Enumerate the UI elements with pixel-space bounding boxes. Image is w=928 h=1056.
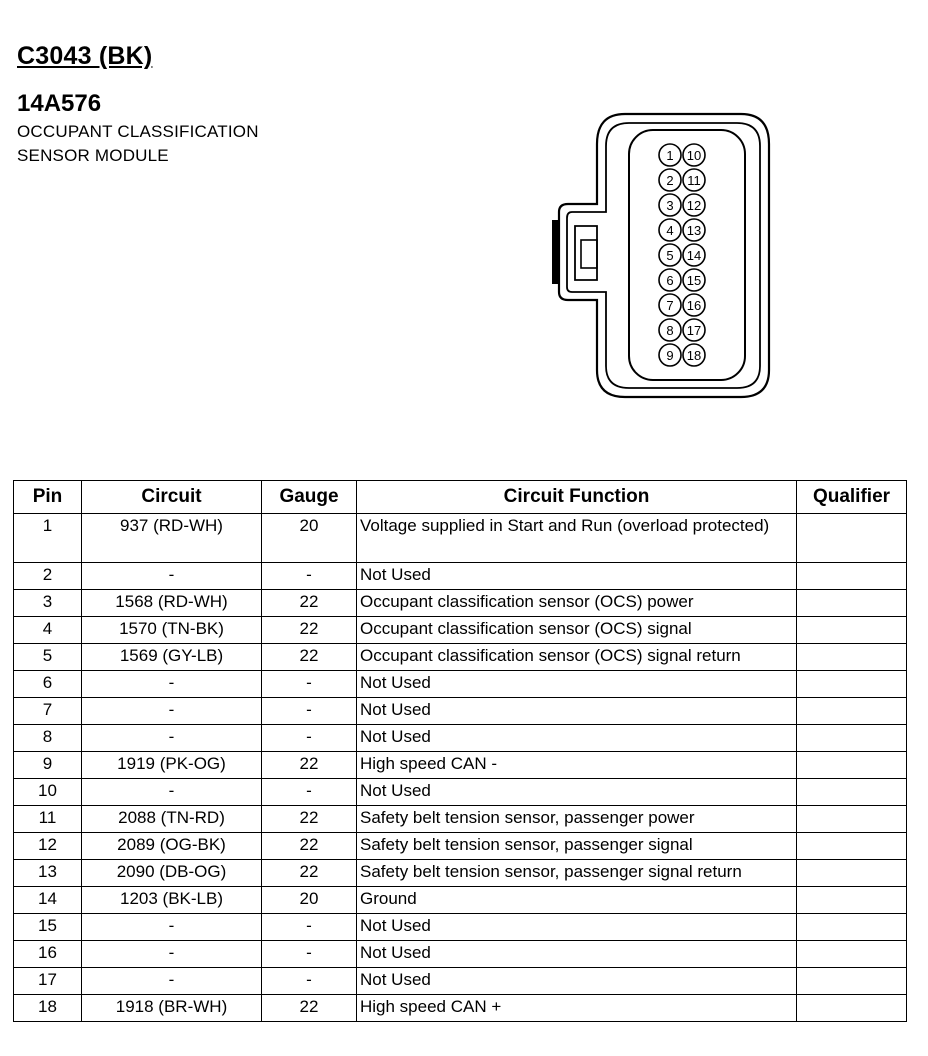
pinout-table-body (14, 514, 907, 1022)
gauge-cell: 22 (262, 590, 357, 617)
qualifier-cell (797, 968, 907, 995)
table-row (14, 833, 907, 860)
pin-cell: 4 (14, 617, 82, 644)
circuit-cell: 2089 (OG-BK) (82, 833, 262, 860)
qualifier-cell (797, 806, 907, 833)
table-row (14, 514, 907, 563)
pin-number-label: 13 (686, 223, 702, 238)
qualifier-cell (797, 860, 907, 887)
gauge-cell: - (262, 941, 357, 968)
circuit-function-cell: Occupant classification sensor (OCS) signal (357, 617, 797, 644)
pin-cell: 7 (14, 698, 82, 725)
table-row (14, 779, 907, 806)
module-description-line1: OCCUPANT CLASSIFICATION (17, 122, 259, 141)
table-row (14, 941, 907, 968)
pin-number-label: 15 (686, 273, 702, 288)
pin-number-label: 18 (686, 348, 702, 363)
header-circuit: Circuit (82, 481, 262, 514)
circuit-function-cell: Not Used (357, 941, 797, 968)
circuit-cell: - (82, 725, 262, 752)
gauge-cell: 22 (262, 617, 357, 644)
header-circuit-function: Circuit Function (357, 481, 797, 514)
pin-cell: 13 (14, 860, 82, 887)
circuit-cell: 1918 (BR-WH) (82, 995, 262, 1022)
circuit-function-cell: Safety belt tension sensor, passenger signal (357, 833, 797, 860)
pin-cell: 2 (14, 563, 82, 590)
qualifier-cell (797, 833, 907, 860)
header-qualifier: Qualifier (797, 481, 907, 514)
qualifier-cell (797, 671, 907, 698)
gauge-cell: - (262, 779, 357, 806)
table-row (14, 725, 907, 752)
pin-number-label: 6 (666, 273, 674, 288)
circuit-cell: - (82, 698, 262, 725)
qualifier-cell (797, 698, 907, 725)
pin-cell: 18 (14, 995, 82, 1022)
circuit-cell: - (82, 779, 262, 806)
pin-number-label: 3 (666, 198, 674, 213)
circuit-cell: 1203 (BK-LB) (82, 887, 262, 914)
pin-grid (659, 144, 705, 366)
pin-number-label: 5 (666, 248, 674, 263)
circuit-function-cell: Not Used (357, 698, 797, 725)
circuit-cell: - (82, 914, 262, 941)
pin-number-label: 17 (686, 323, 702, 338)
circuit-function-cell: Not Used (357, 968, 797, 995)
pin-number-label: 16 (686, 298, 702, 313)
gauge-cell: - (262, 563, 357, 590)
table-row (14, 671, 907, 698)
table-row (14, 752, 907, 779)
circuit-function-cell: Safety belt tension sensor, passenger signal return (357, 860, 797, 887)
qualifier-cell (797, 590, 907, 617)
circuit-function-cell: Voltage supplied in Start and Run (overload protected) (357, 514, 797, 563)
module-description-line2: SENSOR MODULE (17, 146, 169, 165)
pin-cell: 8 (14, 725, 82, 752)
table-row (14, 914, 907, 941)
table-row (14, 698, 907, 725)
circuit-function-cell: Not Used (357, 671, 797, 698)
circuit-cell: 937 (RD-WH) (82, 514, 262, 563)
qualifier-cell (797, 887, 907, 914)
pin-number-label: 8 (666, 323, 674, 338)
circuit-function-cell: Occupant classification sensor (OCS) power (357, 590, 797, 617)
circuit-cell: - (82, 563, 262, 590)
circuit-cell: 1919 (PK-OG) (82, 752, 262, 779)
gauge-cell: - (262, 725, 357, 752)
circuit-function-cell: Not Used (357, 779, 797, 806)
pin-number-label: 14 (686, 248, 702, 263)
pin-number-label: 1 (666, 148, 674, 163)
pin-cell: 16 (14, 941, 82, 968)
table-row (14, 887, 907, 914)
pin-number-label: 11 (687, 173, 701, 188)
circuit-function-cell: Ground (357, 887, 797, 914)
header-pin: Pin (14, 481, 82, 514)
circuit-function-cell: Safety belt tension sensor, passenger power (357, 806, 797, 833)
table-row (14, 995, 907, 1022)
circuit-function-cell: High speed CAN - (357, 752, 797, 779)
latch-slot (581, 240, 597, 268)
table-row (14, 617, 907, 644)
connector-face-diagram (545, 108, 775, 403)
pin-cell: 12 (14, 833, 82, 860)
pin-number-label: 12 (686, 198, 702, 213)
pin-number-label: 4 (666, 223, 674, 238)
pin-number-label: 10 (686, 148, 702, 163)
pin-cell: 1 (14, 514, 82, 563)
pin-cell: 11 (14, 806, 82, 833)
pin-number-label: 2 (666, 173, 674, 188)
gauge-cell: 22 (262, 752, 357, 779)
circuit-cell: 1568 (RD-WH) (82, 590, 262, 617)
table-row (14, 590, 907, 617)
pin-cell: 14 (14, 887, 82, 914)
qualifier-cell (797, 563, 907, 590)
pin-cell: 10 (14, 779, 82, 806)
table-header-row (14, 481, 907, 514)
gauge-cell: - (262, 671, 357, 698)
connector-id-title: C3043 (BK) (17, 42, 153, 70)
table-row (14, 644, 907, 671)
qualifier-cell (797, 752, 907, 779)
circuit-function-cell: Not Used (357, 563, 797, 590)
pin-cell: 6 (14, 671, 82, 698)
circuit-cell: - (82, 968, 262, 995)
gauge-cell: - (262, 914, 357, 941)
gauge-cell: - (262, 968, 357, 995)
gauge-cell: 22 (262, 860, 357, 887)
circuit-function-cell: Not Used (357, 914, 797, 941)
gauge-cell: 22 (262, 833, 357, 860)
gauge-cell: 20 (262, 514, 357, 563)
circuit-function-cell: Occupant classification sensor (OCS) signal return (357, 644, 797, 671)
qualifier-cell (797, 941, 907, 968)
gauge-cell: 20 (262, 887, 357, 914)
gauge-cell: 22 (262, 806, 357, 833)
qualifier-cell (797, 644, 907, 671)
pin-cell: 17 (14, 968, 82, 995)
gauge-cell: 22 (262, 644, 357, 671)
pin-cell: 5 (14, 644, 82, 671)
pin-cell: 3 (14, 590, 82, 617)
pin-number-label: 7 (666, 298, 674, 313)
pin-cell: 9 (14, 752, 82, 779)
pin-number-label: 9 (666, 348, 674, 363)
latch-body (575, 226, 597, 280)
gauge-cell: 22 (262, 995, 357, 1022)
circuit-cell: 2090 (DB-OG) (82, 860, 262, 887)
circuit-cell: 1569 (GY-LB) (82, 644, 262, 671)
circuit-cell: - (82, 941, 262, 968)
table-row (14, 860, 907, 887)
pin-cell: 15 (14, 914, 82, 941)
qualifier-cell (797, 995, 907, 1022)
circuit-function-cell: Not Used (357, 725, 797, 752)
table-row (14, 563, 907, 590)
header-gauge: Gauge (262, 481, 357, 514)
circuit-function-cell: High speed CAN + (357, 995, 797, 1022)
pinout-table (13, 480, 907, 1022)
qualifier-cell (797, 514, 907, 563)
qualifier-cell (797, 725, 907, 752)
table-row (14, 806, 907, 833)
qualifier-cell (797, 914, 907, 941)
table-row (14, 968, 907, 995)
latch-tab (552, 220, 560, 284)
part-number: 14A576 (17, 90, 102, 117)
circuit-cell: 1570 (TN-BK) (82, 617, 262, 644)
circuit-cell: - (82, 671, 262, 698)
qualifier-cell (797, 617, 907, 644)
qualifier-cell (797, 779, 907, 806)
gauge-cell: - (262, 698, 357, 725)
circuit-cell: 2088 (TN-RD) (82, 806, 262, 833)
